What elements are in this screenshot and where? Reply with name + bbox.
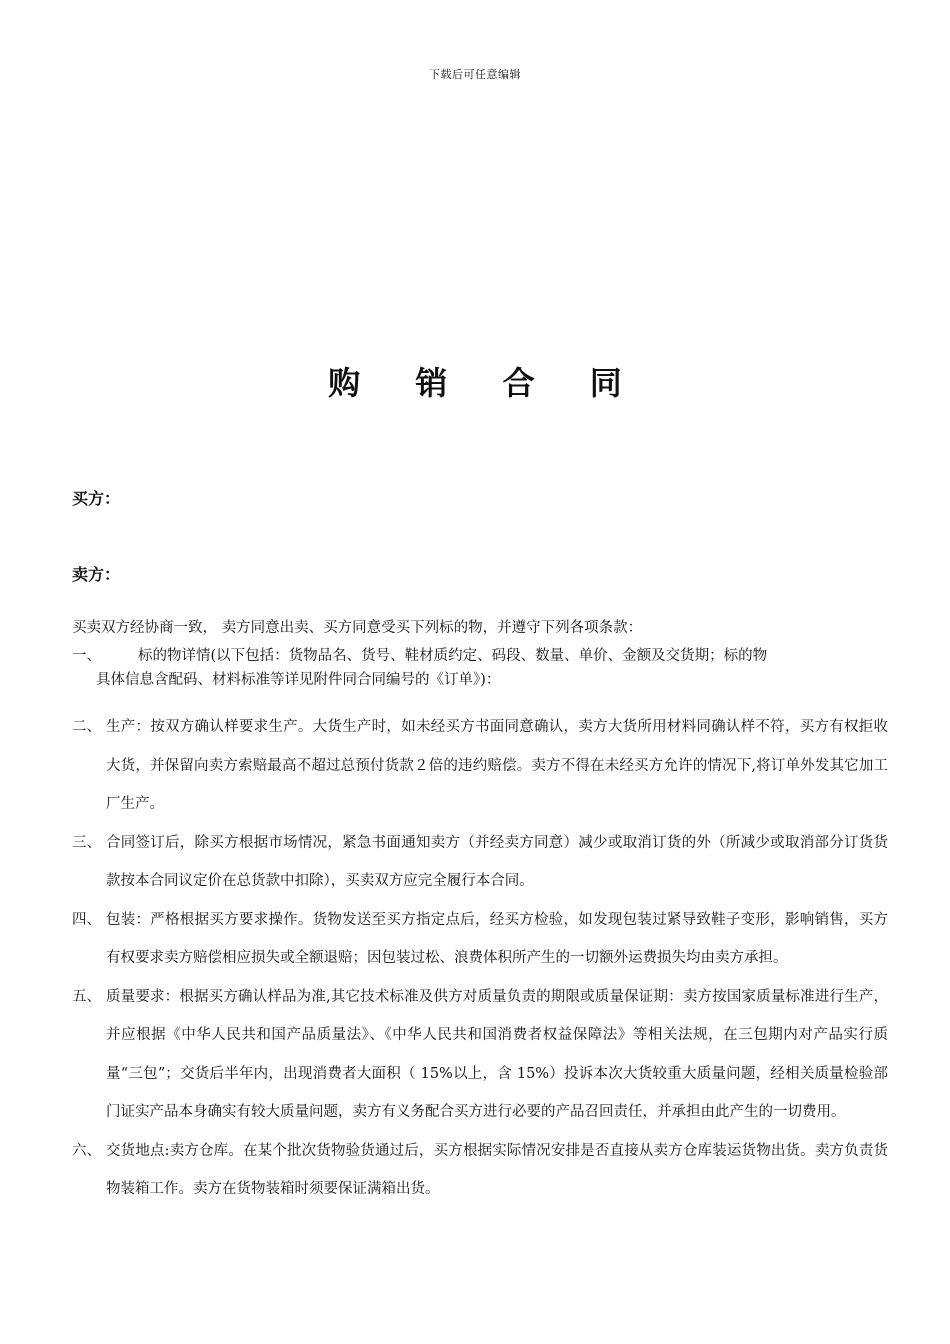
clause-text: [96, 644, 888, 692]
contract-body: [72, 616, 888, 1209]
clause-text: 质量要求：根据买方确认样品为准,其它技术标准及供方对质量负责的期限或质量保证期：卖方按国家质量标准进行生产，并应根据《中华人民共和国产品质量法》、《中华人民共和国消费者权益保障法》等相关法规，在三包期内对产品实行质量“三包”；交货后半年内，出现消费者大面积（ 15%以上，含 15%）投诉本次大货较重大质量问题，经相关质量检验部门证实产品本身确实有较大质量问题，卖方有义务配合买方进行必要的产品召回责任，并承担由此产生的一切费用。: [106, 988, 888, 1120]
seller-label: 卖方：: [72, 565, 121, 584]
clause-text-line: 标的物详情(以下包括：货物品名、货号、鞋材质约定、码段、数量、单价、金额及交货期；标的物: [138, 648, 768, 664]
clause-text: 生产：按双方确认样要求生产。大货生产时，如未经买方书面同意确认，卖方大货所用材料同确认样不符，买方有权拒收大货，并保留向卖方索赔最高不超过总预付货款２倍的违约赔偿。卖方不得在未经买方允许的情况下,将订单外发其它加工厂生产。: [106, 719, 888, 812]
clause-4: [72, 901, 888, 978]
clause-text-line: 具体信息含配码、材料标准等详见附件同合同编号的《订单》)：: [96, 672, 501, 688]
clause-number: 三、: [72, 834, 101, 851]
clause-number: 一、: [72, 648, 101, 664]
page-title: 购 销 合 同: [328, 364, 644, 402]
clause-6: [72, 1132, 888, 1209]
clause-number: 二、: [72, 719, 101, 735]
clause-text: 包装：严格根据买方要求操作。货物发送至买方指定点后，经买方检验，如发现包装过紧导致鞋子变形，影响销售，买方有权要求卖方赔偿相应损失或全额退赔；因包装过松、浪费体积所产生的一切额外运费损失均由卖方承担。: [106, 911, 888, 966]
buyer-label: 买方：: [72, 489, 121, 508]
header-note: 下载后可任意编辑: [429, 68, 521, 81]
clause-3: [72, 824, 888, 901]
clause-number: 五、: [72, 988, 101, 1005]
clause-text: 合同签订后，除买方根据市场情况，紧急书面通知卖方（并经卖方同意）减少或取消订货的外（所减少或取消部分订货货款按本合同议定价在总货款中扣除），买卖双方应完全履行本合同。: [106, 834, 888, 889]
clause-number: 六、: [72, 1142, 101, 1159]
clause-text: 交货地点:卖方仓库。在某个批次货物验货通过后，买方根据实际情况安排是否直接从卖方仓库装运货物出货。卖方负责货物装箱工作。卖方在货物装箱时须要保证满箱出货。: [106, 1142, 888, 1197]
clause-number: 四、: [72, 911, 101, 928]
clause-5: [72, 978, 888, 1132]
intro-paragraph: 买卖双方经协商一致， 卖方同意出卖、买方同意受买下列标的物，并遵守下列各项条款：: [72, 620, 643, 636]
clause-2: [72, 708, 888, 824]
clause-1: [72, 644, 888, 692]
